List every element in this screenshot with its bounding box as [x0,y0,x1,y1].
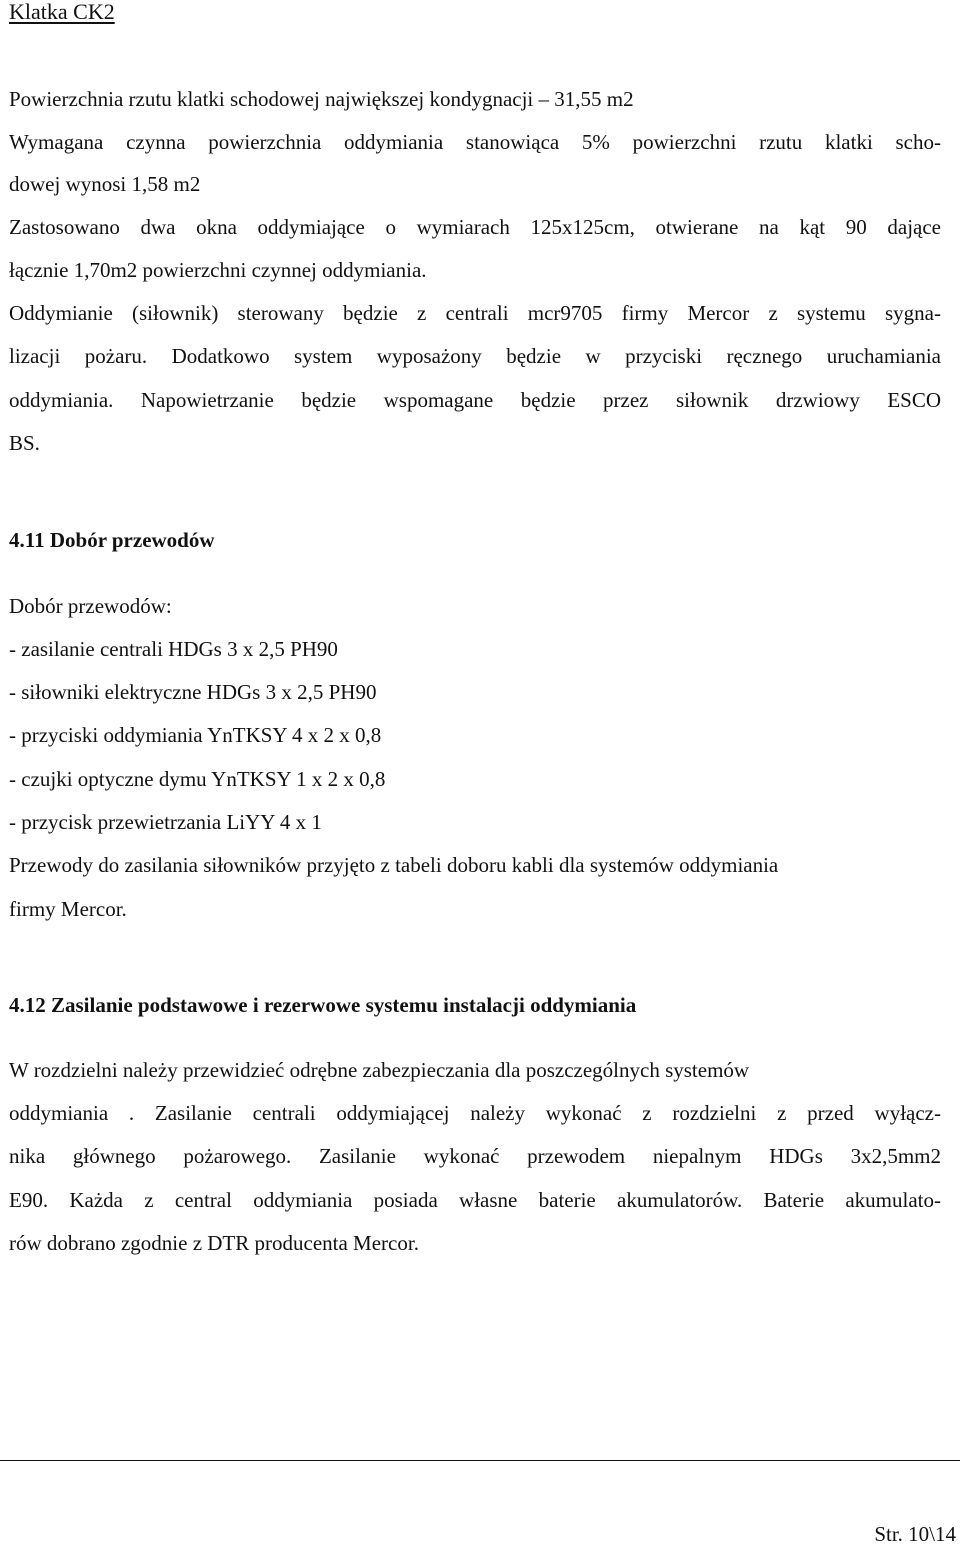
list-item: - przyciski oddymiania YnTKSY 4 x 2 x 0,8 [9,723,382,747]
paragraph-line: Zastosowano dwa okna oddymiające o wymiarach 125x125cm, otwierane na kąt 90 dające [9,215,941,239]
section-title: Zasilanie podstawowe i rezerwowe systemu instalacji oddymiania [51,993,637,1017]
list-item: - siłowniki elektryczne HDGs 3 x 2,5 PH90 [9,680,377,704]
paragraph-line: łącznie 1,70m2 powierzchni czynnej oddymiania. [9,258,427,282]
paragraph-line: Powierzchnia rzutu klatki schodowej największej kondygnacji – 31,55 m2 [9,87,634,111]
list-item: - zasilanie centrali HDGs 3 x 2,5 PH90 [9,637,338,661]
list-item: - czujki optyczne dymu YnTKSY 1 x 2 x 0,8 [9,767,386,791]
paragraph-line: Wymagana czynna powierzchnia oddymiania stanowiąca 5% powierzchni rzutu klatki scho- [9,130,941,154]
section-title: Dobór przewodów [49,528,215,552]
section-number: 4.11 [9,528,45,552]
paragraph-line: oddymiania . Zasilanie centrali oddymiającej należy wykonać z rozdzielni z przed wyłącz- [9,1101,941,1125]
section-heading [9,525,215,555]
paragraph-line: BS. [9,431,40,455]
paragraph-line: nika głównego pożarowego. Zasilanie wykonać przewodem niepalnym HDGs 3x2,5mm2 [9,1144,941,1168]
footer-divider [0,1460,960,1461]
section-heading [9,990,636,1020]
list-item: - przycisk przewietrzania LiYY 4 x 1 [9,810,322,834]
paragraph-line: E90. Każda z central oddymiania posiada własne baterie akumulatorów. Baterie akumulato- [9,1188,941,1212]
paragraph-line: Oddymianie (siłownik) sterowany będzie z centrali mcr9705 firmy Mercor z systemu sygna- [9,301,941,325]
paragraph-line: dowej wynosi 1,58 m2 [9,172,201,196]
page-heading: Klatka CK2 [9,0,115,24]
page-number: Str. 10\14 [874,1522,956,1546]
paragraph-line: rów dobrano zgodnie z DTR producenta Mercor. [9,1231,419,1255]
list-intro: Dobór przewodów: [9,594,172,618]
paragraph-line: oddymiania. Napowietrzanie będzie wspomagane będzie przez siłownik drzwiowy ESCO [9,388,941,412]
paragraph-line: lizacji pożaru. Dodatkowo system wyposażony będzie w przyciski ręcznego uruchamiania [9,344,941,368]
paragraph-line: Przewody do zasilania siłowników przyjęto z tabeli doboru kabli dla systemów oddymiania [9,853,779,877]
paragraph-line: W rozdzielni należy przewidzieć odrębne zabezpieczania dla poszczególnych systemów [9,1058,750,1082]
paragraph-line: firmy Mercor. [9,897,127,921]
section-number: 4.12 [9,993,46,1017]
